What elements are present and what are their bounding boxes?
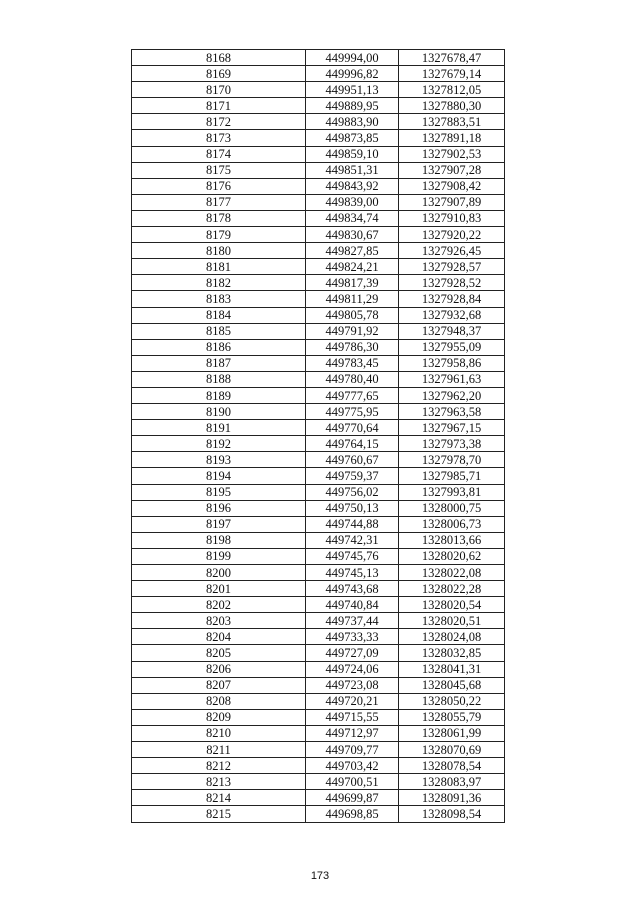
coordinates-table — [131, 49, 505, 823]
y-coordinate-cell: 1328024,08 — [399, 629, 505, 645]
y-coordinate-cell: 1327880,30 — [399, 98, 505, 114]
x-coordinate-cell: 449883,90 — [306, 114, 399, 130]
y-coordinate-cell: 1327679,14 — [399, 66, 505, 82]
point-number-cell: 8178 — [132, 210, 306, 226]
y-coordinate-cell: 1327891,18 — [399, 130, 505, 146]
table-row — [132, 275, 505, 291]
table-row — [132, 339, 505, 355]
y-coordinate-cell: 1328083,97 — [399, 774, 505, 790]
x-coordinate-cell: 449760,67 — [306, 452, 399, 468]
point-number-cell: 8188 — [132, 371, 306, 387]
point-number-cell: 8186 — [132, 339, 306, 355]
table-row — [132, 259, 505, 275]
table-row — [132, 307, 505, 323]
y-coordinate-cell: 1328000,75 — [399, 500, 505, 516]
point-number-cell: 8202 — [132, 597, 306, 613]
y-coordinate-cell: 1327908,42 — [399, 178, 505, 194]
y-coordinate-cell: 1328041,31 — [399, 661, 505, 677]
y-coordinate-cell: 1328055,79 — [399, 709, 505, 725]
x-coordinate-cell: 449830,67 — [306, 227, 399, 243]
x-coordinate-cell: 449698,85 — [306, 806, 399, 822]
x-coordinate-cell: 449727,09 — [306, 645, 399, 661]
x-coordinate-cell: 449699,87 — [306, 790, 399, 806]
x-coordinate-cell: 449873,85 — [306, 130, 399, 146]
x-coordinate-cell: 449703,42 — [306, 758, 399, 774]
x-coordinate-cell: 449775,95 — [306, 404, 399, 420]
x-coordinate-cell: 449756,02 — [306, 484, 399, 500]
point-number-cell: 8200 — [132, 565, 306, 581]
y-coordinate-cell: 1327978,70 — [399, 452, 505, 468]
point-number-cell: 8197 — [132, 516, 306, 532]
table-row — [132, 468, 505, 484]
y-coordinate-cell: 1328020,54 — [399, 597, 505, 613]
x-coordinate-cell: 449720,21 — [306, 693, 399, 709]
point-number-cell: 8170 — [132, 82, 306, 98]
point-number-cell: 8176 — [132, 178, 306, 194]
y-coordinate-cell: 1327955,09 — [399, 339, 505, 355]
table-row — [132, 323, 505, 339]
point-number-cell: 8212 — [132, 758, 306, 774]
table-row — [132, 790, 505, 806]
point-number-cell: 8171 — [132, 98, 306, 114]
x-coordinate-cell: 449715,55 — [306, 709, 399, 725]
x-coordinate-cell: 449805,78 — [306, 307, 399, 323]
table-row — [132, 774, 505, 790]
point-number-cell: 8189 — [132, 387, 306, 403]
point-number-cell: 8204 — [132, 629, 306, 645]
table-row — [132, 436, 505, 452]
point-number-cell: 8172 — [132, 114, 306, 130]
point-number-cell: 8206 — [132, 661, 306, 677]
table-row — [132, 194, 505, 210]
x-coordinate-cell: 449834,74 — [306, 210, 399, 226]
coordinates-table-body — [132, 50, 505, 823]
point-number-cell: 8199 — [132, 548, 306, 564]
point-number-cell: 8196 — [132, 500, 306, 516]
y-coordinate-cell: 1328050,22 — [399, 693, 505, 709]
point-number-cell: 8209 — [132, 709, 306, 725]
y-coordinate-cell: 1327962,20 — [399, 387, 505, 403]
point-number-cell: 8184 — [132, 307, 306, 323]
point-number-cell: 8181 — [132, 259, 306, 275]
table-row — [132, 291, 505, 307]
x-coordinate-cell: 449750,13 — [306, 500, 399, 516]
x-coordinate-cell: 449733,33 — [306, 629, 399, 645]
table-row — [132, 452, 505, 468]
y-coordinate-cell: 1327883,51 — [399, 114, 505, 130]
x-coordinate-cell: 449745,76 — [306, 548, 399, 564]
point-number-cell: 8175 — [132, 162, 306, 178]
table-row — [132, 597, 505, 613]
x-coordinate-cell: 449712,97 — [306, 725, 399, 741]
point-number-cell: 8180 — [132, 243, 306, 259]
y-coordinate-cell: 1328070,69 — [399, 742, 505, 758]
table-row — [132, 50, 505, 66]
table-row — [132, 725, 505, 741]
x-coordinate-cell: 449759,37 — [306, 468, 399, 484]
point-number-cell: 8168 — [132, 50, 306, 66]
y-coordinate-cell: 1327958,86 — [399, 355, 505, 371]
x-coordinate-cell: 449811,29 — [306, 291, 399, 307]
x-coordinate-cell: 449764,15 — [306, 436, 399, 452]
point-number-cell: 8192 — [132, 436, 306, 452]
y-coordinate-cell: 1327926,45 — [399, 243, 505, 259]
x-coordinate-cell: 449843,92 — [306, 178, 399, 194]
point-number-cell: 8195 — [132, 484, 306, 500]
y-coordinate-cell: 1328061,99 — [399, 725, 505, 741]
y-coordinate-cell: 1327973,38 — [399, 436, 505, 452]
point-number-cell: 8190 — [132, 404, 306, 420]
page-number: 173 — [310, 870, 330, 882]
table-row — [132, 243, 505, 259]
table-row — [132, 677, 505, 693]
x-coordinate-cell: 449743,68 — [306, 581, 399, 597]
x-coordinate-cell: 449994,00 — [306, 50, 399, 66]
y-coordinate-cell: 1327948,37 — [399, 323, 505, 339]
y-coordinate-cell: 1327920,22 — [399, 227, 505, 243]
x-coordinate-cell: 449742,31 — [306, 532, 399, 548]
table-row — [132, 645, 505, 661]
table-row — [132, 82, 505, 98]
table-row — [132, 162, 505, 178]
table-row — [132, 758, 505, 774]
table-row — [132, 565, 505, 581]
y-coordinate-cell: 1327928,57 — [399, 259, 505, 275]
x-coordinate-cell: 449744,88 — [306, 516, 399, 532]
table-row — [132, 355, 505, 371]
y-coordinate-cell: 1327985,71 — [399, 468, 505, 484]
y-coordinate-cell: 1328091,36 — [399, 790, 505, 806]
table-row — [132, 613, 505, 629]
table-row — [132, 130, 505, 146]
table-row — [132, 210, 505, 226]
table-row — [132, 227, 505, 243]
table-row — [132, 532, 505, 548]
x-coordinate-cell: 449740,84 — [306, 597, 399, 613]
point-number-cell: 8169 — [132, 66, 306, 82]
y-coordinate-cell: 1327902,53 — [399, 146, 505, 162]
point-number-cell: 8187 — [132, 355, 306, 371]
table-row — [132, 581, 505, 597]
y-coordinate-cell: 1327961,63 — [399, 371, 505, 387]
table-row — [132, 693, 505, 709]
point-number-cell: 8211 — [132, 742, 306, 758]
x-coordinate-cell: 449824,21 — [306, 259, 399, 275]
table-row — [132, 709, 505, 725]
y-coordinate-cell: 1328022,08 — [399, 565, 505, 581]
x-coordinate-cell: 449723,08 — [306, 677, 399, 693]
table-row — [132, 661, 505, 677]
x-coordinate-cell: 449737,44 — [306, 613, 399, 629]
y-coordinate-cell: 1327907,89 — [399, 194, 505, 210]
x-coordinate-cell: 449745,13 — [306, 565, 399, 581]
y-coordinate-cell: 1327928,84 — [399, 291, 505, 307]
y-coordinate-cell: 1328098,54 — [399, 806, 505, 822]
point-number-cell: 8174 — [132, 146, 306, 162]
x-coordinate-cell: 449889,95 — [306, 98, 399, 114]
x-coordinate-cell: 449777,65 — [306, 387, 399, 403]
y-coordinate-cell: 1328006,73 — [399, 516, 505, 532]
y-coordinate-cell: 1327910,83 — [399, 210, 505, 226]
y-coordinate-cell: 1328032,85 — [399, 645, 505, 661]
y-coordinate-cell: 1327928,52 — [399, 275, 505, 291]
table-row — [132, 484, 505, 500]
y-coordinate-cell: 1328020,51 — [399, 613, 505, 629]
table-row — [132, 404, 505, 420]
table-row — [132, 516, 505, 532]
point-number-cell: 8193 — [132, 452, 306, 468]
point-number-cell: 8198 — [132, 532, 306, 548]
x-coordinate-cell: 449851,31 — [306, 162, 399, 178]
x-coordinate-cell: 449709,77 — [306, 742, 399, 758]
table-row — [132, 548, 505, 564]
point-number-cell: 8210 — [132, 725, 306, 741]
point-number-cell: 8213 — [132, 774, 306, 790]
point-number-cell: 8179 — [132, 227, 306, 243]
y-coordinate-cell: 1328022,28 — [399, 581, 505, 597]
y-coordinate-cell: 1327993,81 — [399, 484, 505, 500]
x-coordinate-cell: 449951,13 — [306, 82, 399, 98]
y-coordinate-cell: 1328078,54 — [399, 758, 505, 774]
y-coordinate-cell: 1327963,58 — [399, 404, 505, 420]
table-row — [132, 500, 505, 516]
x-coordinate-cell: 449839,00 — [306, 194, 399, 210]
y-coordinate-cell: 1327967,15 — [399, 420, 505, 436]
x-coordinate-cell: 449700,51 — [306, 774, 399, 790]
x-coordinate-cell: 449724,06 — [306, 661, 399, 677]
table-row — [132, 371, 505, 387]
x-coordinate-cell: 449996,82 — [306, 66, 399, 82]
table-row — [132, 806, 505, 822]
y-coordinate-cell: 1328013,66 — [399, 532, 505, 548]
x-coordinate-cell: 449827,85 — [306, 243, 399, 259]
y-coordinate-cell: 1328020,62 — [399, 548, 505, 564]
table-row — [132, 114, 505, 130]
table-row — [132, 98, 505, 114]
point-number-cell: 8191 — [132, 420, 306, 436]
table-row — [132, 629, 505, 645]
point-number-cell: 8182 — [132, 275, 306, 291]
point-number-cell: 8205 — [132, 645, 306, 661]
point-number-cell: 8173 — [132, 130, 306, 146]
table-row — [132, 66, 505, 82]
y-coordinate-cell: 1327907,28 — [399, 162, 505, 178]
x-coordinate-cell: 449783,45 — [306, 355, 399, 371]
y-coordinate-cell: 1328045,68 — [399, 677, 505, 693]
point-number-cell: 8207 — [132, 677, 306, 693]
point-number-cell: 8183 — [132, 291, 306, 307]
table-row — [132, 146, 505, 162]
y-coordinate-cell: 1327932,68 — [399, 307, 505, 323]
table-row — [132, 178, 505, 194]
y-coordinate-cell: 1327812,05 — [399, 82, 505, 98]
table-row — [132, 742, 505, 758]
point-number-cell: 8185 — [132, 323, 306, 339]
x-coordinate-cell: 449786,30 — [306, 339, 399, 355]
point-number-cell: 8208 — [132, 693, 306, 709]
x-coordinate-cell: 449780,40 — [306, 371, 399, 387]
point-number-cell: 8214 — [132, 790, 306, 806]
y-coordinate-cell: 1327678,47 — [399, 50, 505, 66]
x-coordinate-cell: 449770,64 — [306, 420, 399, 436]
point-number-cell: 8194 — [132, 468, 306, 484]
x-coordinate-cell: 449859,10 — [306, 146, 399, 162]
table-row — [132, 387, 505, 403]
x-coordinate-cell: 449791,92 — [306, 323, 399, 339]
point-number-cell: 8177 — [132, 194, 306, 210]
point-number-cell: 8215 — [132, 806, 306, 822]
table-row — [132, 420, 505, 436]
point-number-cell: 8201 — [132, 581, 306, 597]
point-number-cell: 8203 — [132, 613, 306, 629]
x-coordinate-cell: 449817,39 — [306, 275, 399, 291]
